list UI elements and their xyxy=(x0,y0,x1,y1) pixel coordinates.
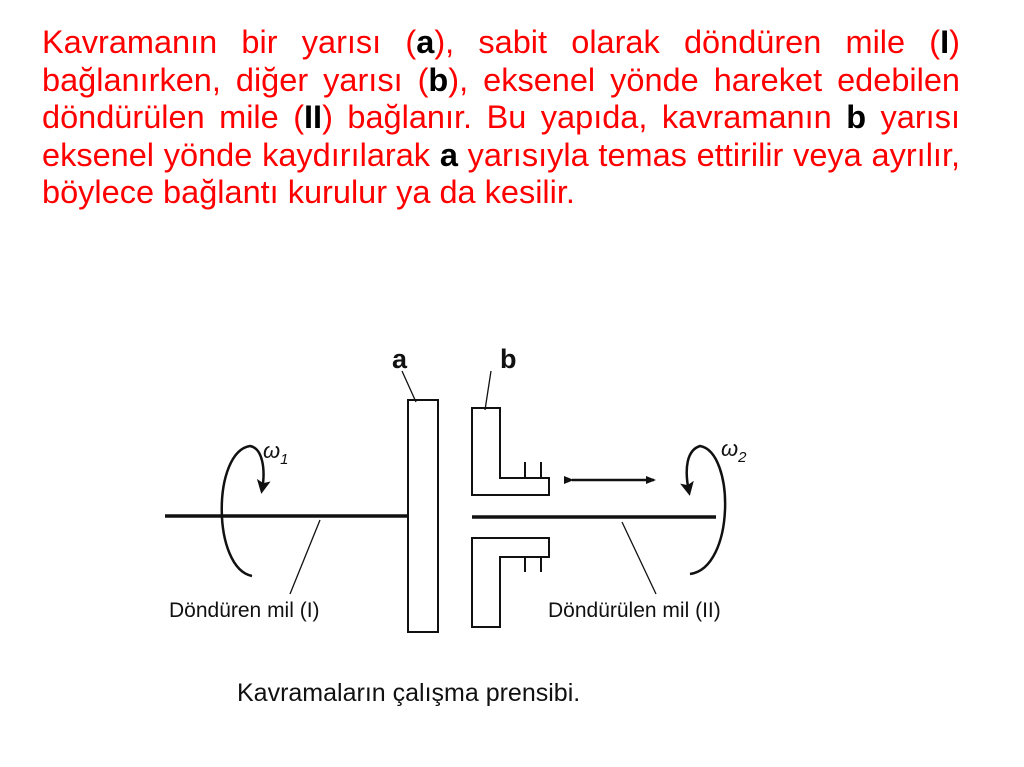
paragraph-text: ), eksenel yönde hareket edebilen döndürülen mile ( xyxy=(42,61,960,135)
figure-caption: Kavramaların çalışma prensibi. xyxy=(237,679,581,707)
omega1-label: $\omega_1$ xyxy=(263,438,289,468)
rotation-arrow-omega2-icon xyxy=(687,446,725,574)
highlight-term: II xyxy=(304,99,323,135)
paragraph-text: ) bağlanırken, diğer yarısı ( xyxy=(42,24,960,98)
leader-line-shaft2 xyxy=(622,522,656,594)
leader-line-b xyxy=(485,371,491,410)
paragraph-text: ), sabit olarak döndüren mile ( xyxy=(434,24,941,60)
paragraph-text: yarısıyla temas ettirilir veya ayrılır, böylece bağlantı kurulur ya da kesilir. xyxy=(42,136,960,210)
paragraph-text: yarısı eksenel yönde kaydırılarak xyxy=(42,99,960,173)
label-b: b xyxy=(500,344,517,374)
shaft2-label: Döndürülen mil (II) xyxy=(548,599,721,622)
clutch-half-a xyxy=(408,400,438,632)
highlight-term: a xyxy=(439,136,458,173)
highlight-term: b xyxy=(846,99,867,135)
label-a: a xyxy=(392,344,408,374)
leader-line-a xyxy=(402,371,416,402)
highlight-term: b xyxy=(428,61,449,98)
paragraph-text: ) bağlanır. Bu yapıda, kavramanın xyxy=(322,99,847,135)
highlight-term: I xyxy=(940,24,950,60)
omega2-label: $\omega_2$ xyxy=(721,436,747,466)
leader-line-shaft1 xyxy=(290,520,320,594)
rotation-arrow-omega1-icon xyxy=(222,446,264,576)
highlight-term: a xyxy=(416,24,435,60)
paragraph-text: Kavramanın bir yarısı ( xyxy=(42,24,417,60)
shaft1-label: Döndüren mil (I) xyxy=(169,599,320,622)
